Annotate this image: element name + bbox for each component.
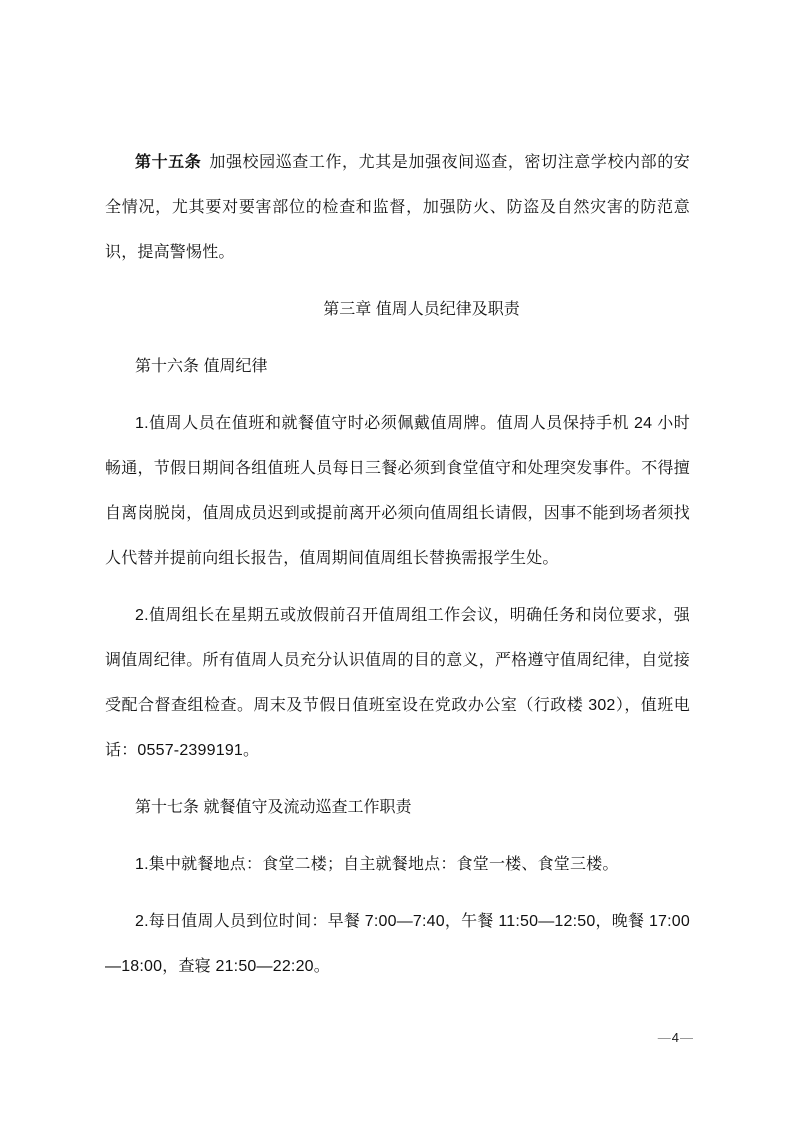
article-16-heading: 第十六条 值周纪律 (135, 358, 268, 375)
chapter-3-heading: 第三章 值周人员纪律及职责 (323, 301, 520, 318)
article-15-label: 第十五条 (135, 154, 202, 171)
article-17-item-2: 2.每日值周人员到位时间：早餐 7:00—7:40，午餐 11:50—12:50，晚餐 17:00—18:00，查寝 21:50—22:20。 (105, 913, 690, 975)
page-number: 4 (671, 1030, 679, 1045)
article-17-item-1: 1.集中就餐地点：食堂二楼；自主就餐地点：食堂一楼、食堂三楼。 (135, 856, 619, 873)
article-16-item-1: 1.值周人员在值班和就餐值守时必须佩戴值周牌。值周人员保持手机 24 小时畅通，节假日期间各组值班人员每日三餐必须到食堂值守和处理突发事件。不得擅自离岗脱岗，值周成员迟到或提前离开必须向值周组长请假，因事不能到场者须找人代替并提前向组长报告，值周期间值周组长替换需报学生处。 (105, 415, 690, 567)
article-17-heading: 第十七条 就餐值守及流动巡查工作职责 (135, 799, 412, 816)
article-16-item-2: 2.值周组长在星期五或放假前召开值周组工作会议，明确任务和岗位要求，强调值周纪律。所有值周人员充分认识值周的目的意义，严格遵守值周纪律，自觉接受配合督查组检查。周末及节假日值班室设在党政办公室（行政楼 302），值班电话：0557-2399191。 (105, 607, 690, 759)
footer-dash-left: — (657, 1030, 671, 1045)
footer-dash-right: — (680, 1030, 693, 1045)
article-15-text: 加强校园巡查工作，尤其是加强夜间巡查，密切注意学校内部的安全情况，尤其要对要害部位的检查和监督，加强防火、防盗及自然灾害的防范意识，提高警惕性。 (105, 154, 690, 261)
page-number-footer (658, 1028, 693, 1048)
paragraph-article-15 (105, 140, 690, 275)
